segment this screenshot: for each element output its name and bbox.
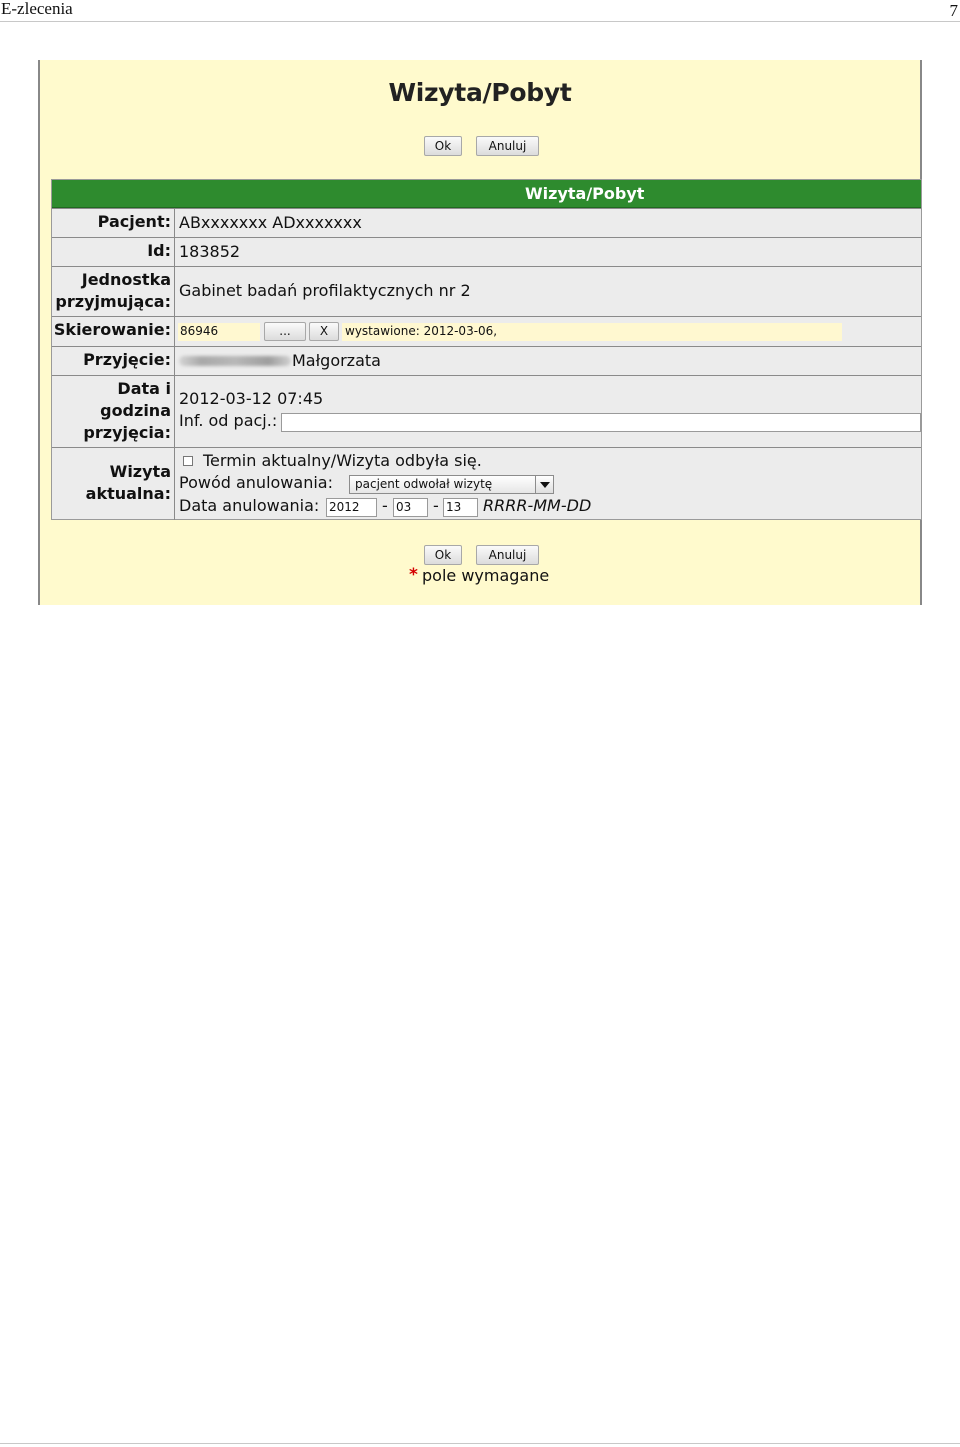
referral-number: 86946	[180, 324, 219, 338]
cancel-button-top[interactable]: Anuluj	[476, 136, 539, 156]
panel-title: Wizyta/Pobyt	[525, 184, 645, 203]
ok-button-bottom[interactable]: Ok	[424, 545, 462, 565]
label-cell	[52, 448, 175, 520]
cancel-date-label: Data anulowania:	[179, 496, 320, 515]
cancel-button-bottom[interactable]: Anuluj	[476, 545, 539, 565]
cancel-day-input[interactable]: 13	[443, 498, 478, 517]
admission-label: Przyjęcie:	[83, 350, 171, 369]
required-field-note: pole wymagane	[422, 566, 550, 585]
page-header	[0, 0, 960, 22]
visit-panel	[51, 179, 922, 520]
referral-clear-button[interactable]: X	[309, 322, 339, 341]
referral-label: Skierowanie:	[53, 320, 171, 339]
id-label: Id:	[147, 241, 171, 260]
visit-current-checkbox-label: Termin aktualny/Wizyta odbyła się.	[203, 451, 482, 470]
referral-number-field[interactable]	[178, 323, 260, 341]
ok-button-top[interactable]: Ok	[424, 136, 462, 156]
id-value: 183852	[179, 242, 241, 261]
visit-form-screenshot	[38, 60, 922, 605]
label-cell	[52, 209, 175, 237]
date-label-line2: godzina	[100, 401, 171, 420]
row-patient	[52, 208, 921, 237]
required-star: *	[409, 565, 418, 585]
cancel-reason-selected: pacjent odwołał wizytę	[355, 477, 493, 491]
patient-info-input[interactable]	[281, 413, 921, 432]
referral-browse-button[interactable]: ...	[264, 322, 306, 341]
label-cell	[52, 317, 175, 346]
date-separator: -	[382, 496, 388, 515]
patient-label: Pacjent:	[97, 212, 171, 231]
patient-info-label: Inf. od pacj.:	[179, 411, 278, 430]
patient-value: ABxxxxxxx ADxxxxxxx	[179, 213, 362, 232]
referral-issued-text: wystawione: 2012-03-06,	[345, 324, 498, 338]
date-label-line1: Data i	[117, 379, 171, 398]
unit-label-line2: przyjmująca:	[55, 292, 171, 311]
unit-label-line1: Jednostka	[81, 270, 171, 289]
label-cell	[52, 267, 175, 316]
date-separator: -	[433, 496, 439, 515]
page-number: 7	[949, 1, 958, 20]
chevron-down-icon[interactable]	[535, 476, 553, 493]
visit-current-checkbox[interactable]	[183, 456, 193, 466]
row-id	[52, 237, 921, 266]
cancel-reason-label: Powód anulowania:	[179, 473, 333, 492]
visit-label-line2: aktualna:	[85, 484, 171, 503]
row-visit-current	[52, 447, 921, 520]
cancel-year-input[interactable]: 2012	[326, 498, 377, 517]
label-cell	[52, 238, 175, 266]
admission-datetime: 2012-03-12 07:45	[179, 389, 324, 408]
redacted-surname-blur	[179, 356, 291, 366]
visit-label-line1: Wizyta	[109, 462, 171, 481]
cancel-reason-select[interactable]	[349, 475, 554, 494]
document-title: E-zlecenia	[1, 0, 73, 18]
date-format-hint: RRRR-MM-DD	[483, 496, 592, 515]
referral-issued-info	[342, 323, 842, 341]
row-admission	[52, 346, 921, 375]
unit-value: Gabinet badań profilaktycznych nr 2	[179, 281, 471, 300]
admission-name: Małgorzata	[292, 351, 381, 370]
page-footer-divider	[0, 1443, 960, 1444]
form-title: Wizyta/Pobyt	[388, 78, 572, 107]
label-cell	[52, 347, 175, 375]
date-label-line3: przyjęcia:	[83, 423, 171, 442]
cancel-month-input[interactable]: 03	[393, 498, 428, 517]
row-unit	[52, 266, 921, 316]
panel-header	[52, 180, 921, 208]
row-referral	[52, 316, 921, 346]
row-admission-date	[52, 375, 921, 447]
label-cell	[52, 376, 175, 447]
